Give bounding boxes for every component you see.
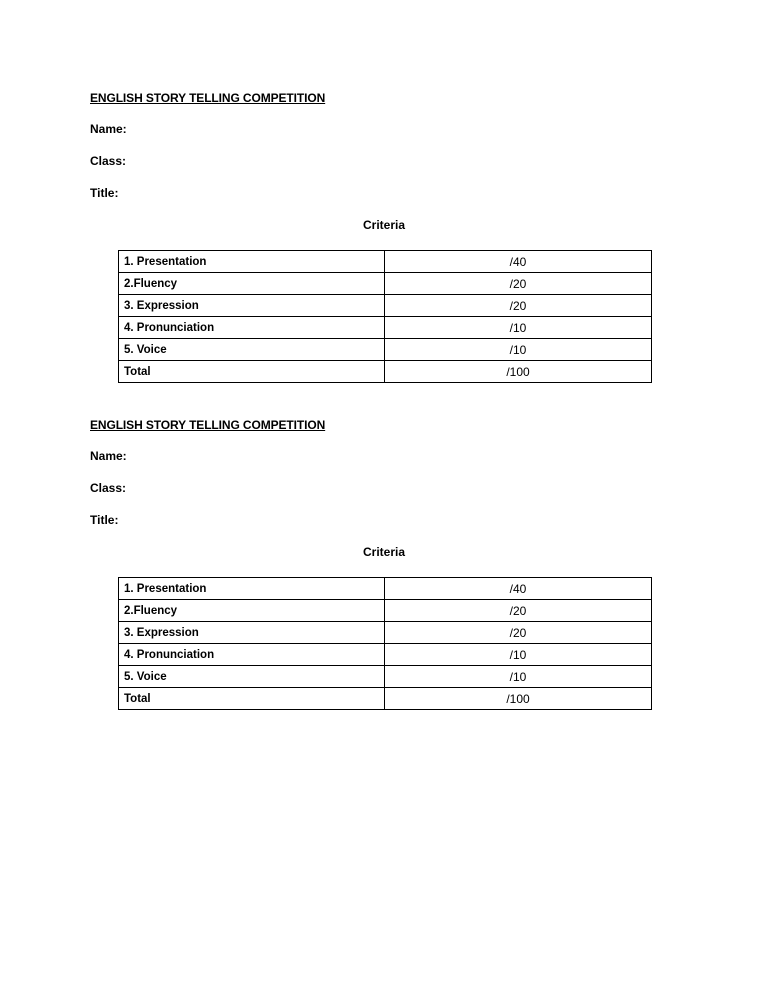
criteria-heading <box>0 218 768 232</box>
class-field-label: Class: <box>90 154 127 168</box>
table-row <box>119 273 652 295</box>
table-row <box>119 622 652 644</box>
table-row <box>119 600 652 622</box>
name-field-label: Name: <box>90 449 127 463</box>
table-row <box>119 578 652 600</box>
criteria-score-cell: /10 <box>385 339 652 361</box>
criteria-score-cell: /40 <box>385 578 652 600</box>
name-field-label: Name: <box>90 122 127 136</box>
table-row <box>119 339 652 361</box>
criteria-score-cell: /40 <box>385 251 652 273</box>
criteria-table <box>118 250 652 383</box>
table-row <box>119 251 652 273</box>
table-row <box>119 666 652 688</box>
form-heading: ENGLISH STORY TELLING COMPETITION <box>90 418 326 432</box>
table-row-total <box>119 361 652 383</box>
criteria-label-cell: 5. Voice <box>119 339 385 361</box>
total-score-cell: /100 <box>385 688 652 710</box>
criteria-label-cell: 3. Expression <box>119 622 385 644</box>
table-row-total <box>119 688 652 710</box>
criteria-score-cell: /10 <box>385 317 652 339</box>
table-row <box>119 317 652 339</box>
form-heading: ENGLISH STORY TELLING COMPETITION <box>90 91 326 105</box>
criteria-label-cell: 4. Pronunciation <box>119 644 385 666</box>
total-score-cell: /100 <box>385 361 652 383</box>
total-label-cell: Total <box>119 688 385 710</box>
criteria-score-cell: /20 <box>385 600 652 622</box>
table-row <box>119 644 652 666</box>
criteria-table <box>118 577 652 710</box>
criteria-label: Criteria <box>362 545 406 559</box>
criteria-heading <box>0 545 768 559</box>
criteria-score-cell: /20 <box>385 273 652 295</box>
criteria-label-cell: 2.Fluency <box>119 273 385 295</box>
table-row <box>119 295 652 317</box>
criteria-score-cell: /10 <box>385 666 652 688</box>
criteria-label: Criteria <box>362 218 406 232</box>
criteria-label-cell: 3. Expression <box>119 295 385 317</box>
criteria-score-cell: /20 <box>385 295 652 317</box>
criteria-label-cell: 4. Pronunciation <box>119 317 385 339</box>
total-label-cell: Total <box>119 361 385 383</box>
criteria-label-cell: 5. Voice <box>119 666 385 688</box>
class-field-label: Class: <box>90 481 127 495</box>
criteria-score-cell: /10 <box>385 644 652 666</box>
criteria-label-cell: 1. Presentation <box>119 251 385 273</box>
criteria-label-cell: 1. Presentation <box>119 578 385 600</box>
title-field-label: Title: <box>90 186 119 200</box>
criteria-label-cell: 2.Fluency <box>119 600 385 622</box>
criteria-score-cell: /20 <box>385 622 652 644</box>
title-field-label: Title: <box>90 513 119 527</box>
